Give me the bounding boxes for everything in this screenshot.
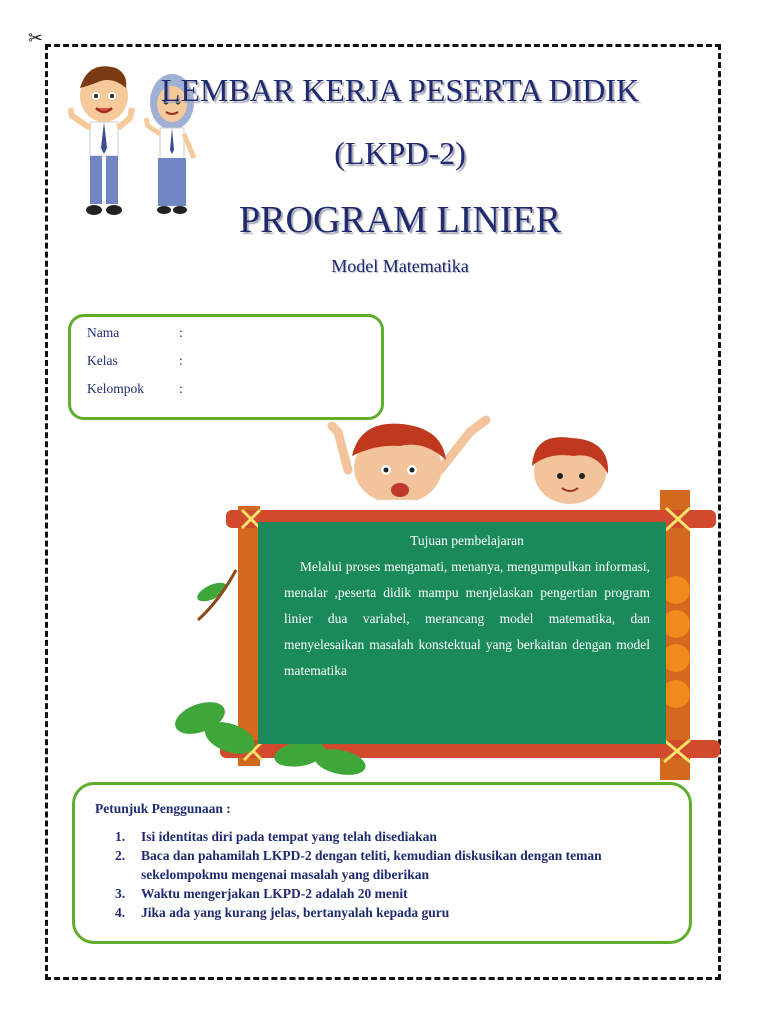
instruction-item: 4. Jika ada yang kurang jelas, bertanyalah kepada guru: [115, 905, 450, 920]
instruction-item: 2. Baca dan pahamilah LKPD-2 dengan teliti, kemudian diskusikan dengan teman sekelompokmu mengenai masalah yang diberikan: [115, 848, 602, 882]
class-label: Kelas: [87, 353, 118, 368]
subtopic-title: Model Matematika: [331, 256, 469, 276]
instruction-item: 1. Isi identitas diri pada tempat yang telah disediakan: [115, 829, 437, 844]
objective-panel: [284, 528, 650, 684]
instruction-item: 3. Waktu mengerjakan LKPD-2 adalah 20 menit: [115, 886, 408, 901]
worksheet-code: (LKPD-2): [334, 135, 466, 171]
name-label: Nama: [87, 325, 120, 340]
group-label: Kelompok: [87, 381, 144, 396]
objective-title: Tujuan pembelajaran: [410, 533, 524, 548]
class-separator: :: [179, 353, 183, 368]
worksheet-title: LEMBAR KERJA PESERTA DIDIK: [160, 72, 640, 108]
instructions-heading: Petunjuk Penggunaan :: [95, 801, 231, 816]
topic-title: PROGRAM LINIER: [239, 199, 561, 241]
name-separator: :: [179, 325, 183, 340]
scissors-icon: ✂: [28, 28, 44, 49]
instructions-list: [115, 827, 675, 922]
group-separator: :: [179, 381, 183, 396]
instructions-box: [72, 782, 692, 944]
objective-text: Melalui proses mengamati, menanya, mengumpulkan informasi, menalar ,peserta didik mampu menjelaskan pengertian program linier dua variabel, merancang model matematika, dan menyelesaikan masalah konstektual yang berkaitan dengan model matematika: [284, 559, 650, 678]
